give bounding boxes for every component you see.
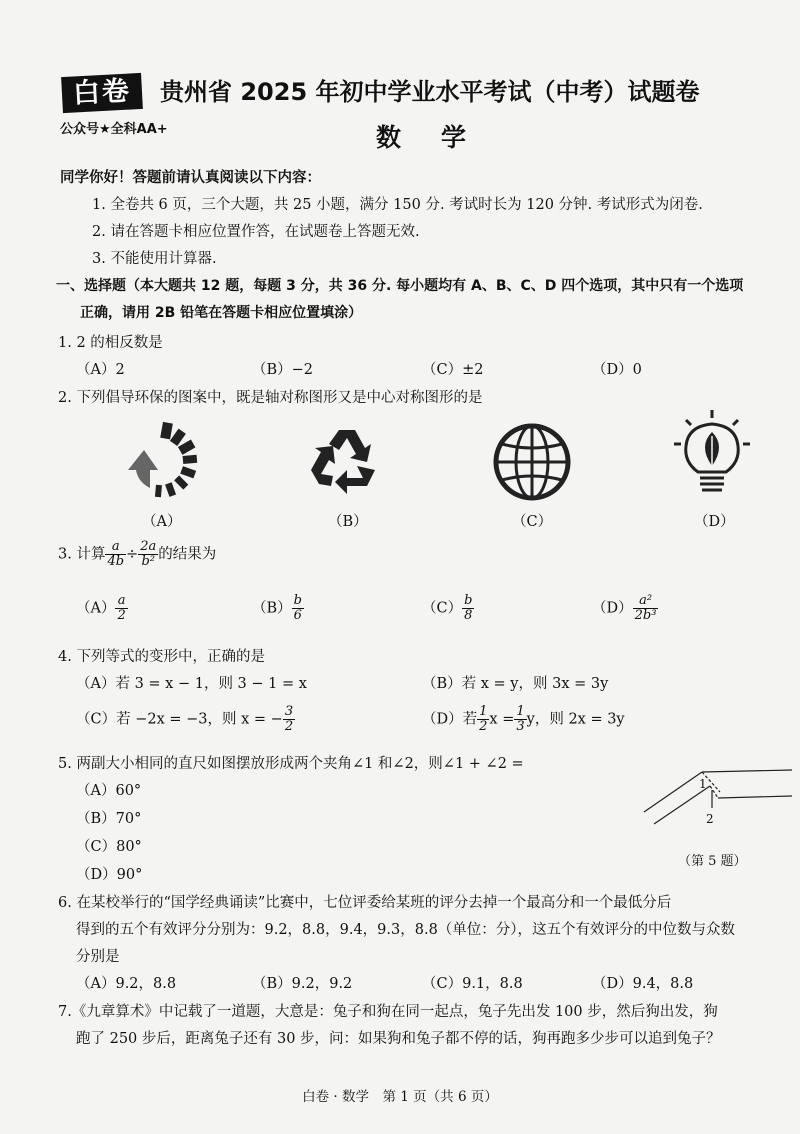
q7-line-1: 7.《九章算术》中记载了一道题，大意是：兔子和狗在同一起点，兔子先出发 100 步，然后狗出发，狗 (58, 1004, 718, 1020)
q5-option-a: （A）60° (76, 783, 142, 799)
q3-prefix: 3. 计算 (58, 546, 106, 563)
q5-stem: 5. 两副大小相同的直尺如图摆放形成两个夹角∠1 和∠2，则∠1 + ∠2 = (58, 756, 524, 772)
section1-header-line2: 正确，请用 2B 铅笔在答题卡相应位置填涂） (80, 305, 363, 321)
brand-badge: 白卷 (61, 73, 143, 113)
q5-caption: （第 5 题） (678, 854, 747, 869)
q2-figure-b (305, 420, 389, 504)
q1-option-d: （D）0 (592, 362, 642, 378)
q4-stem: 4. 下列等式的变形中，正确的是 (58, 649, 265, 665)
q4-option-d: （D）若 $\frac{1}{2}$ x = $\frac{1}{3}$ y，则 2x = 3y (422, 704, 625, 734)
greeting: 同学你好！答题前请认真阅读以下内容： (60, 170, 321, 186)
q2-label-b: （B） (328, 514, 368, 530)
q5-option-b: （B）70° (76, 811, 142, 827)
q4-option-c: （C）若 −2x = −3，则 x = − $\frac{3}{2}$ (76, 704, 294, 734)
q3-option-c: （C） $\frac{b}{8}$ (422, 593, 473, 623)
q3-stem (58, 540, 216, 569)
notice-item-2: 2. 请在答题卡相应位置作答，在试题卷上答题无效. (92, 224, 420, 240)
q2-label-c: （C） (512, 514, 553, 530)
q6-option-b: （B）9.2，9.2 (252, 976, 353, 992)
q5-option-c: （C）80° (76, 839, 142, 855)
exam-title: 贵州省 2025 年初中学业水平考试（中考）试题卷 (160, 78, 700, 106)
q1-option-a: （A）2 (76, 362, 125, 378)
q6-line-1: 6. 在某校举行的“国学经典诵读”比赛中，七位评委给某班的评分去掉一个最高分和一个最低分后 (58, 895, 672, 911)
q2-figure-a (118, 420, 202, 504)
q7-line-2: 跑了 250 步后，距离兔子还有 30 步，问：如果狗和兔子都不停的话，狗再跑多少步可以追到兔子？ (76, 1031, 721, 1047)
subject-title: 数学 (376, 123, 507, 152)
q6-option-a: （A）9.2，8.8 (76, 976, 177, 992)
q3-fraction-1: $\frac{a}{4b}$ (107, 539, 125, 569)
q2-stem: 2. 下列倡导环保的图案中，既是轴对称图形又是中心对称图形的是 (58, 390, 483, 406)
q5-angle-2-label: 2 (706, 812, 714, 826)
q3-option-b: （B） $\frac{b}{6}$ (252, 593, 302, 623)
section1-header-line1: 一、选择题（本大题共 12 题，每题 3 分，共 36 分. 每小题均有 A、B、C、D 四个选项，其中只有一个选项 (56, 278, 744, 294)
q6-line-2: 得到的五个有效评分分别为：9.2，8.8，9.4，9.3，8.8（单位：分），这五个有效评分的中位数与众数 (76, 922, 736, 938)
q1-stem: 1. 2 的相反数是 (58, 335, 163, 351)
q3-fraction-2: $\frac{2a}{\text{b²}}$ (140, 539, 157, 569)
q6-line-3: 分别是 (76, 949, 120, 965)
q3-suffix: 的结果为 (158, 546, 217, 563)
q2-figure-c (490, 420, 574, 504)
page-footer: 白卷 · 数学 第 1 页（共 6 页） (302, 1089, 498, 1105)
q5-angle-1-label: 1 (699, 777, 707, 791)
q5-option-d: （D）90° (76, 867, 143, 883)
q5-ruler-figure (640, 762, 796, 842)
q2-label-a: （A） (142, 514, 182, 530)
wechat-watermark: 公众号★全科AA+ (60, 122, 168, 137)
q2-label-d: （D） (694, 514, 735, 530)
q3-option-a: （A） $\frac{a}{2}$ (76, 593, 126, 623)
q1-option-b: （B）−2 (252, 362, 314, 378)
notice-item-1: 1. 全卷共 6 页，三个大题，共 25 小题，满分 150 分. 考试时长为 120 分钟. 考试形式为闭卷. (92, 197, 703, 213)
q6-option-c: （C）9.1，8.8 (422, 976, 523, 992)
q6-option-d: （D）9.4，8.8 (592, 976, 694, 992)
q4-option-b: （B）若 x = y，则 3x = 3y (422, 676, 609, 692)
q2-figure-d (670, 408, 754, 504)
q3-divide: ÷ (126, 546, 139, 563)
notice-item-3: 3. 不能使用计算器. (92, 251, 217, 267)
q3-option-d: （D） $\frac{\text{a²}}{\text{2b³}}$ (592, 593, 657, 623)
q1-option-c: （C）±2 (422, 362, 484, 378)
q4-option-a: （A）若 3 = x − 1，则 3 − 1 = x (76, 676, 307, 692)
